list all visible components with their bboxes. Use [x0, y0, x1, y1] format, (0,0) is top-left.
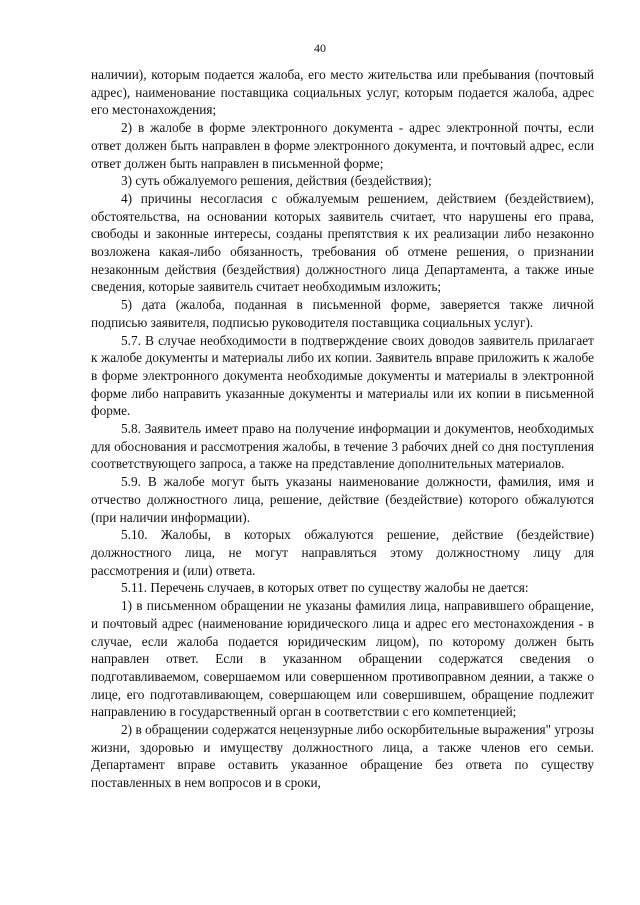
paragraph-5-7: 5.7. В случае необходимости в подтверждение своих доводов заявитель прилагает к жалобе документы и материалы либо их копии. Заявитель вправе приложить к жалобе в форме электронного документа необходимые документы и материалы в электронной форме либо направить указанные документы и материалы или их копии в письменной форме. — [91, 332, 594, 419]
paragraph-5-11: 5.11. Перечень случаев, в которых ответ по существу жалобы не дается: — [121, 580, 529, 596]
paragraph-case-1: 1) в письменном обращении не указаны фамилия лица, направившего обращение, и почтовый адрес (наименование юридического лица и адрес его местонахождения - в случае, если жалоба подается юридическим лицом), по которому должен быть направлен ответ. Если в указанном обращении содержатся сведения о подготавливаемом, совершаемом или совершенном противоправном деянии, а также о лице, его подготавливающем, совершающем или совершившем, обращение подлежит направлению в государственный орган в соответствии с его компетенцией; — [91, 598, 594, 720]
paragraph-decision-essence: 3) суть обжалуемого решения, действия (бездействия); — [121, 173, 432, 189]
paragraph-5-8: 5.8. Заявитель имеет право на получение информации и документов, необходимых для обоснования и рассмотрения жалобы, в течение 3 рабочих дней со дня поступления соответствующего запроса, а также на представление дополнительных материалов. — [91, 421, 594, 472]
paragraph-5-9: 5.9. В жалобе могут быть указаны наименование должности, фамилия, имя и отчество должностного лица, решение, действие (бездействие) которого обжалуются (при наличии информации). — [91, 474, 594, 525]
page-number: 40 — [314, 41, 326, 55]
paragraph-disagreement-reasons: 4) причины несогласия с обжалуемым решением, действием (бездействием), обстоятельства, на основании которых заявитель считает, что нарушены его права, свободы и законные интересы, созданы препятствия к их реализации либо незаконно возложена какая-либо обязанность, требования об отмене решения, о признании незаконным действия (бездействия) должностного лица Департамента, а также иные сведения, которые заявитель считает необходимым изложить; — [91, 190, 594, 295]
paragraph-case-2: 2) в обращении содержатся нецензурные либо оскорбительные выражения" угрозы жизни, здоровью и имуществу должностного лица, а также членов его семьи. Департамент вправе оставить указанное обращение без ответа по существу поставленных в нем вопросов и в сроки, — [91, 722, 594, 791]
paragraph-electronic-address: 2) в жалобе в форме электронного документа - адрес электронной почты, если ответ должен быть направлен в форме электронного документа, и почтовый адрес, если ответ должен быть направлен в письменной форме; — [91, 120, 594, 171]
paragraph-applicant-residence: наличии), которым подается жалоба, его место жительства или пребывания (почтовый адрес), наименование поставщика социальных услуг, которым подается жалоба, адрес его местонахождения; — [91, 67, 594, 118]
paragraph-5-10: 5.10. Жалобы, в которых обжалуются решение, действие (бездействие) должностного лица, не могут направляться этому должностному лицу для рассмотрения и (или) ответа. — [91, 527, 594, 578]
paragraph-date-signature: 5) дата (жалоба, поданная в письменной форме, заверяется также личной подписью заявителя, подписью руководителя поставщика социальных услуг). — [91, 297, 594, 330]
document-body — [91, 66, 594, 792]
